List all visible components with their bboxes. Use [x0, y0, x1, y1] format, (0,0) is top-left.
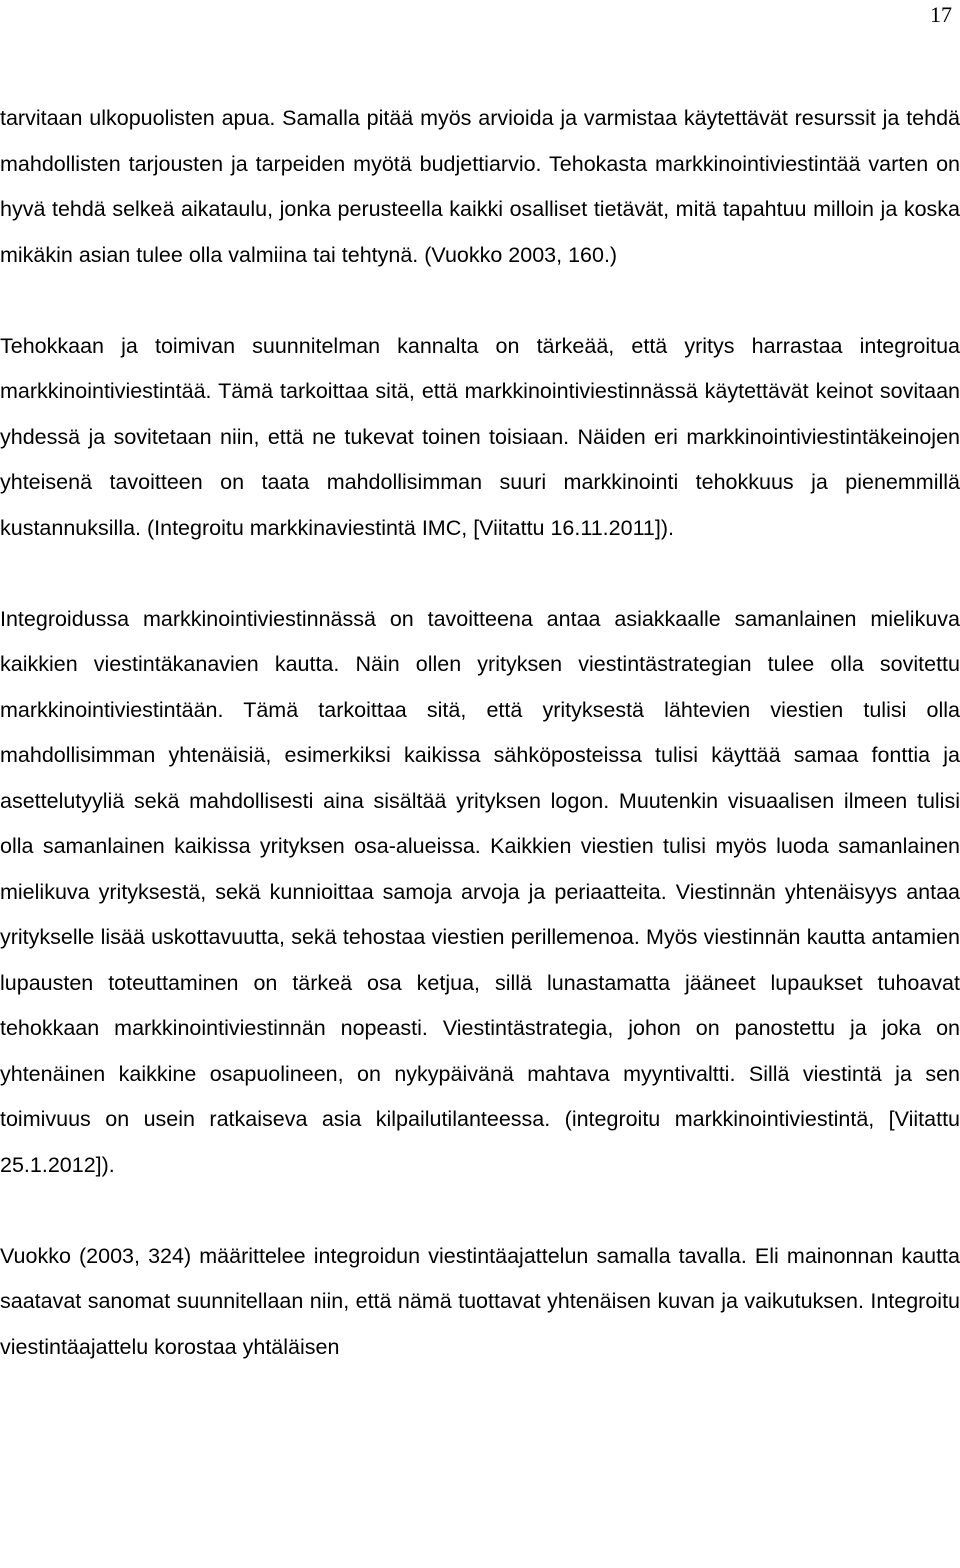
- paragraph-gap: [0, 1188, 960, 1234]
- page-number: 17: [930, 2, 952, 27]
- paragraph-gap: [0, 551, 960, 597]
- document-body: [0, 96, 960, 1370]
- paragraph-3: Integroidussa markkinointiviestinnässä on tavoitteena antaa asiakkaalle samanlainen mielikuva kaikkien viestintäkanavien kautta. Näin ollen yrityksen viestintästrategian tulee olla sovitettu markkinointiviestintään. Tämä tarkoittaa sitä, että yrityksestä lähtevien viestien tulisi olla mahdollisimman yhtenäisiä, esimerkiksi kaikissa sähköposteissa tulisi käyttää samaa fonttia ja asettelutyyliä sekä mahdollisesti aina sisältää yrityksen logon. Muutenkin visuaalisen ilmeen tulisi olla samanlainen kaikissa yrityksen osa-alueissa. Kaikkien viestien tulisi myös luoda samanlainen mielikuva yrityksestä, sekä kunnioittaa samoja arvoja ja periaatteita. Viestinnän yhtenäisyys antaa yritykselle lisää uskottavuutta, sekä tehostaa viestien perillemenoa. Myös viestinnän kautta antamien lupausten toteuttaminen on tärkeä osa ketjua, sillä lunastamatta jääneet lupaukset tuhoavat tehokkaan markkinointiviestinnän nopeasti. Viestintästrategia, johon on panostettu ja joka on yhtenäinen kaikkine osapuolineen, on nykypäivänä mahtava myyntivaltti. Sillä viestintä ja sen toimivuus on usein ratkaiseva asia kilpailutilanteessa. (integroitu markkinointiviestintä, [Viitattu 25.1.2012]).: [0, 606, 960, 1177]
- paragraph-gap: [0, 278, 960, 324]
- paragraph-2: Tehokkaan ja toimivan suunnitelman kannalta on tärkeää, että yritys harrastaa integroitua markkinointiviestintää. Tämä tarkoittaa sitä, että markkinointiviestinnässä käytettävät keinot sovitaan yhdessä ja sovitetaan niin, että ne tukevat toinen toisiaan. Näiden eri markkinointiviestintäkeinojen yhteisenä tavoitteen on taata mahdollisimman suuri markkinointi tehokkuus ja pienemmillä kustannuksilla. (Integroitu markkinaviestintä IMC, [Viitattu 16.11.2011]).: [0, 333, 960, 540]
- paragraph-1: tarvitaan ulkopuolisten apua. Samalla pitää myös arvioida ja varmistaa käytettävät resurssit ja tehdä mahdollisten tarjousten ja tarpeiden myötä budjettiarvio. Tehokasta markkinointiviestintää varten on hyvä tehdä selkeä aikataulu, jonka perusteella kaikki osalliset tietävät, mitä tapahtuu milloin ja koska mikäkin asian tulee olla valmiina tai tehtynä. (Vuokko 2003, 160.): [0, 106, 960, 267]
- paragraph-4: Vuokko (2003, 324) määrittelee integroidun viestintäajattelun samalla tavalla. Eli mainonnan kautta saatavat sanomat suunnitellaan niin, että nämä tuottavat yhtenäisen kuvan ja vaikutuksen. Integroitu viestintäajattelu korostaa yhtäläisen: [0, 1243, 960, 1359]
